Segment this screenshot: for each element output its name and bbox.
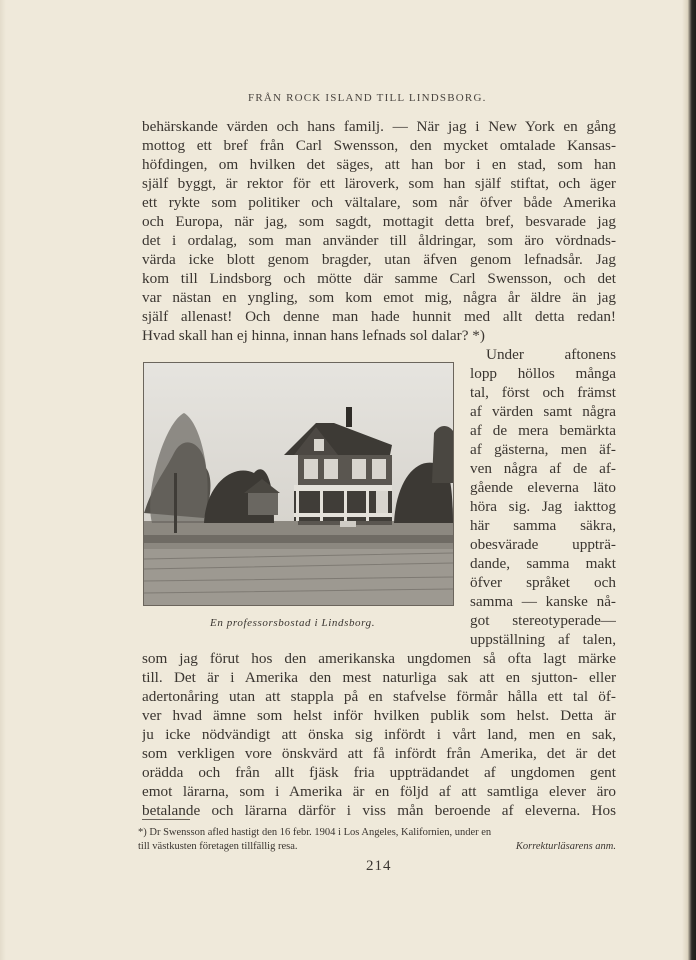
body-line: det i ordalag, som man använder till åldringar, som äro vördnads-: [142, 232, 616, 249]
side-line: got stereotyperade—: [470, 612, 616, 629]
body-line: ju icke nödvändigt att önska sig infördt i vårt land, men en sak,: [142, 726, 616, 743]
side-line: Under aftonens: [486, 346, 616, 363]
body-line: orädda och från allt fjäsk fria uppträdandet af ungdomen gent: [142, 764, 616, 781]
body-line: värda icke blott genom bragder, utan äfven genom lefnadsår. Jag: [142, 251, 616, 268]
side-line: ven några af de af-: [470, 460, 616, 477]
body-line: emot lärarna, som i Amerika är en följd af att samtliga elever äro: [142, 783, 616, 800]
side-line: af värden samt några: [470, 403, 616, 420]
side-line: af de mera bemärkta: [470, 422, 616, 439]
side-line: dande, samma makt: [470, 555, 616, 572]
body-line: kom till Lindsborg och mötte där samme Carl Swensson, och det: [142, 270, 616, 287]
body-line: själf byggt, är rektor för ett läroverk, som han själf stiftat, och äger: [142, 175, 616, 192]
body-line: var nästan en yngling, som kom emot mig, några år äldre än jag: [142, 289, 616, 306]
side-line: här samma säkra,: [470, 517, 616, 534]
house-photo: [143, 362, 454, 606]
body-line: till. Det är i Amerika den mest naturliga sak att en sjutton- eller: [142, 669, 616, 686]
body-line: ett rykte som politiker och vältalare, som når öfver både Amerika: [142, 194, 616, 211]
body-line: som jag förut hos den amerikanska ungdomen så ofta lagt märke: [142, 650, 616, 667]
side-line: af gästerna, men äf-: [470, 441, 616, 458]
body-line: Hvad skall han ej hinna, innan hans lefnads sol dalar? *): [142, 327, 485, 344]
body-line: behärskande värden och hans familj. — När jag i New York en gång: [142, 118, 616, 135]
body-line: själf allenast! Och denne man hade hunnit med allt detta redan!: [142, 308, 616, 325]
footnote-text: till västkusten företagen tillfällig resa.: [138, 841, 298, 852]
page-edge: [682, 0, 696, 960]
footnote-signature: Korrekturläsarens anm.: [515, 841, 616, 852]
footnote-line: *) Dr Swensson afled hastigt den 16 febr. 1904 i Los Angeles, Kalifornien, under en: [138, 827, 492, 838]
body-line: betalande och lärarna därför i viss mån beroende af eleverna. Hos: [142, 802, 616, 819]
side-line: tal, först och främst: [470, 384, 616, 401]
running-head: FRÅN ROCK ISLAND TILL LINDSBORG.: [248, 92, 487, 104]
footnote-rule: [142, 819, 190, 820]
body-line: höfdingen, om hvilken det säges, att han bor i en stad, som han: [142, 156, 616, 173]
body-line: och Europa, när jag, som sagdt, mottagit detta bref, besvarade jag: [142, 213, 616, 230]
body-line: som verkligen vore önskvärd att få infördt från Amerika, det är det: [142, 745, 616, 762]
side-line: uppställning af talen,: [470, 631, 616, 648]
footnote-line: [138, 840, 616, 854]
page-number: 214: [366, 858, 392, 874]
body-line: ver hvad ämne som helst inför hvilken publik som helst. Detta är: [142, 707, 616, 724]
side-line: lopp höllos många: [470, 365, 616, 382]
side-line: obesvärade uppträ-: [470, 536, 616, 553]
side-line: öfver språket och: [470, 574, 616, 591]
side-line: höra sig. Jag iakttog: [470, 498, 616, 515]
body-line: adertonåring utan att stappla på en stafvelse förmår hålla ett tal öf-: [142, 688, 616, 705]
side-line: samma — kanske nå-: [470, 593, 616, 610]
side-line: gående eleverna läto: [470, 479, 616, 496]
body-line: mottog ett bref från Carl Swensson, den mycket omtalade Kansas-: [142, 137, 616, 154]
house-illustration: [144, 363, 453, 605]
photo-caption: En professorsbostad i Lindsborg.: [210, 617, 376, 629]
page-gutter: [0, 0, 6, 960]
